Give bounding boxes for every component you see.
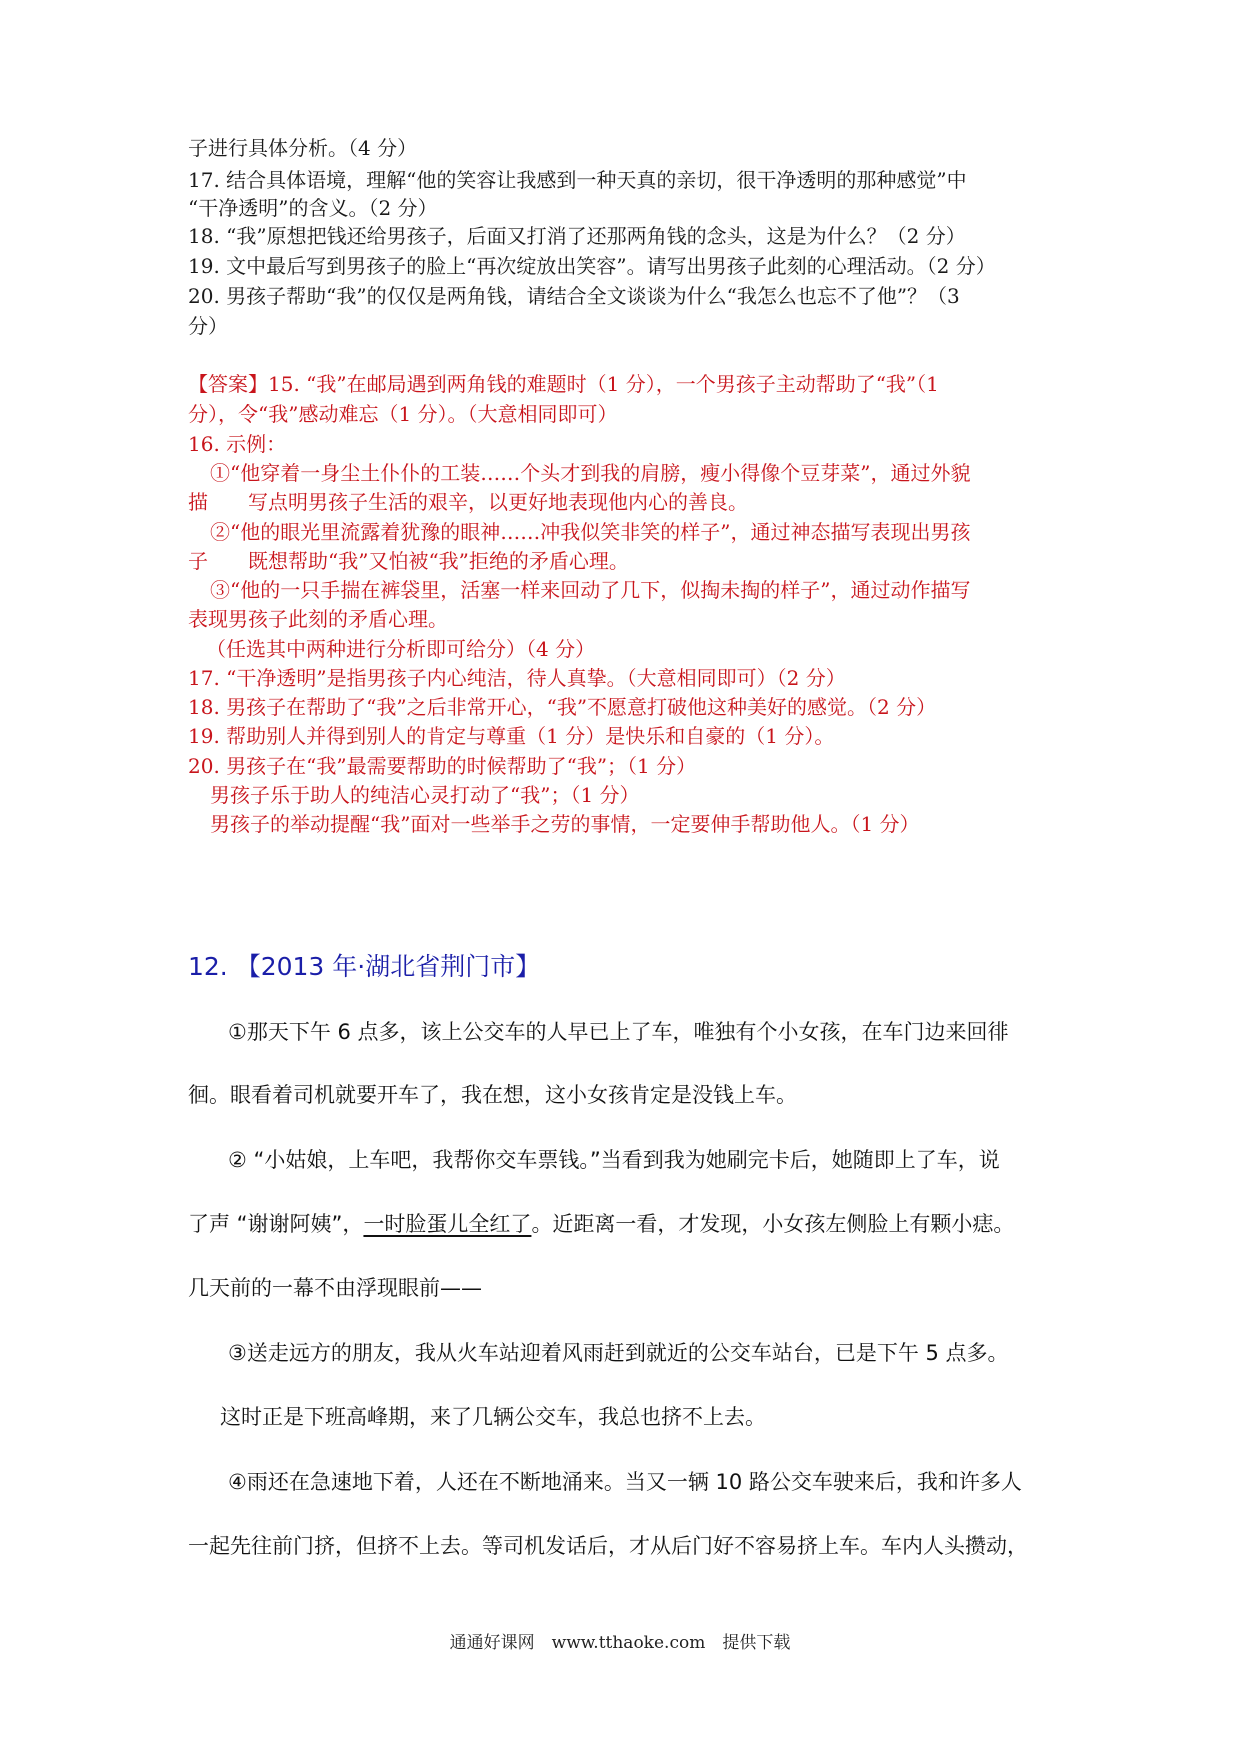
answer-18: 18. 男孩子在帮助了“我”之后非常开心，“我”不愿意打破他这种美好的感觉。（2 分） [188,695,937,719]
passage-line: 一起先往前门挤，但挤不上去。等司机发话后，才从后门好不容易挤上车。车内人头攒动， [188,1534,1028,1558]
passage-paragraph-4: ④雨还在急速地下着，人还在不断地涌来。当又一辆 10 路公交车驶来后，我和许多人 [228,1470,1022,1494]
section-heading: 12. 【2013 年·湖北省荆门市】 [188,952,541,981]
answer-16-item-3: ③“他的一只手揣在裤袋里，活塞一样来回动了几下，似掏未掏的样子”，通过动作描写 [210,578,971,602]
answer-17: 17. “干净透明”是指男孩子内心纯洁，待人真挚。（大意相同即可）（2 分） [188,666,846,690]
answer-20-point-2: 男孩子乐于助人的纯洁心灵打动了“我”；（1 分） [210,783,640,807]
answer-line: 表现男孩子此刻的矛盾心理。 [188,607,448,631]
question-line: 分） [188,314,228,338]
answer-16-item-2: ②“他的眼光里流露着犹豫的眼神……冲我似笑非笑的样子”，通过神态描写表现出男孩 [210,520,971,544]
page-footer: 通通好课网 www.tthaoke.com 提供下载 [449,1633,791,1653]
answer-16-note: （任选其中两种进行分析即可给分）（4 分） [206,637,596,661]
passage-line: 徊。眼看着司机就要开车了，我在想，这小女孩肯定是没钱上车。 [188,1083,797,1107]
answer-16-label: 16. 示例： [188,432,287,456]
question-17: 17. 结合具体语境，理解“他的笑容让我感到一种天真的亲切，很干净透明的那种感觉”中 [188,168,967,192]
passage-paragraph-2: ② “小姑娘，上车吧，我帮你交车票钱。”当看到我为她刷完卡后，她随即上了车，说 [228,1148,1000,1172]
underlined-phrase: 一时脸蛋儿全红了 [363,1212,532,1236]
answer-line: 描 写点明男孩子生活的艰辛，以更好地表现他内心的善良。 [188,490,748,514]
answer-19: 19. 帮助别人并得到别人的肯定与尊重（1 分）是快乐和自豪的（1 分）。 [188,724,835,748]
question-line: 子进行具体分析。（4 分） [188,136,418,160]
answer-20: 20. 男孩子在“我”最需要帮助的时候帮助了“我”；（1 分） [188,754,697,778]
passage-text: 了声 “谢谢阿姨”， [188,1212,364,1236]
answer-line: 分），令“我”感动难忘（1 分）。（大意相同即可） [188,402,618,426]
answer-16-item-1: ①“他穿着一身尘土仆仆的工装……个头才到我的肩膀，瘦小得像个豆芽菜”，通过外貌 [210,461,971,485]
passage-line [188,1211,1014,1237]
passage-paragraph-3: ③送走远方的朋友，我从火车站迎着风雨赶到就近的公交车站台，已是下午 5 点多。 [228,1341,1009,1365]
question-19: 19. 文中最后写到男孩子的脸上“再次绽放出笑容”。请写出男孩子此刻的心理活动。（2 分） [188,254,996,278]
answer-20-point-3: 男孩子的举动提醒“我”面对一些举手之劳的事情，一定要伸手帮助他人。（1 分） [210,812,920,836]
passage-paragraph-1: ①那天下午 6 点多，该上公交车的人早已上了车，唯独有个小女孩，在车门边来回徘 [228,1020,1009,1044]
question-line: “干净透明”的含义。（2 分） [188,196,438,220]
answer-line: 子 既想帮助“我”又怕被“我”拒绝的矛盾心理。 [188,549,629,573]
passage-line: 几天前的一幕不由浮现眼前—— [188,1276,482,1300]
passage-text: 。近距离一看，才发现，小女孩左侧脸上有颗小痣。 [531,1212,1015,1236]
passage-line: 这时正是下班高峰期，来了几辆公交车，我总也挤不上去。 [220,1405,766,1429]
question-20: 20. 男孩子帮助“我”的仅仅是两角钱，请结合全文谈谈为什么“我怎么也忘不了他”？（3 [188,284,960,308]
question-18: 18. “我”原想把钱还给男孩子，后面又打消了还那两角钱的念头，这是为什么？（2 分） [188,224,966,248]
answer-15: 【答案】15. “我”在邮局遇到两角钱的难题时（1 分），一个男孩子主动帮助了“我”（1 [188,372,939,396]
